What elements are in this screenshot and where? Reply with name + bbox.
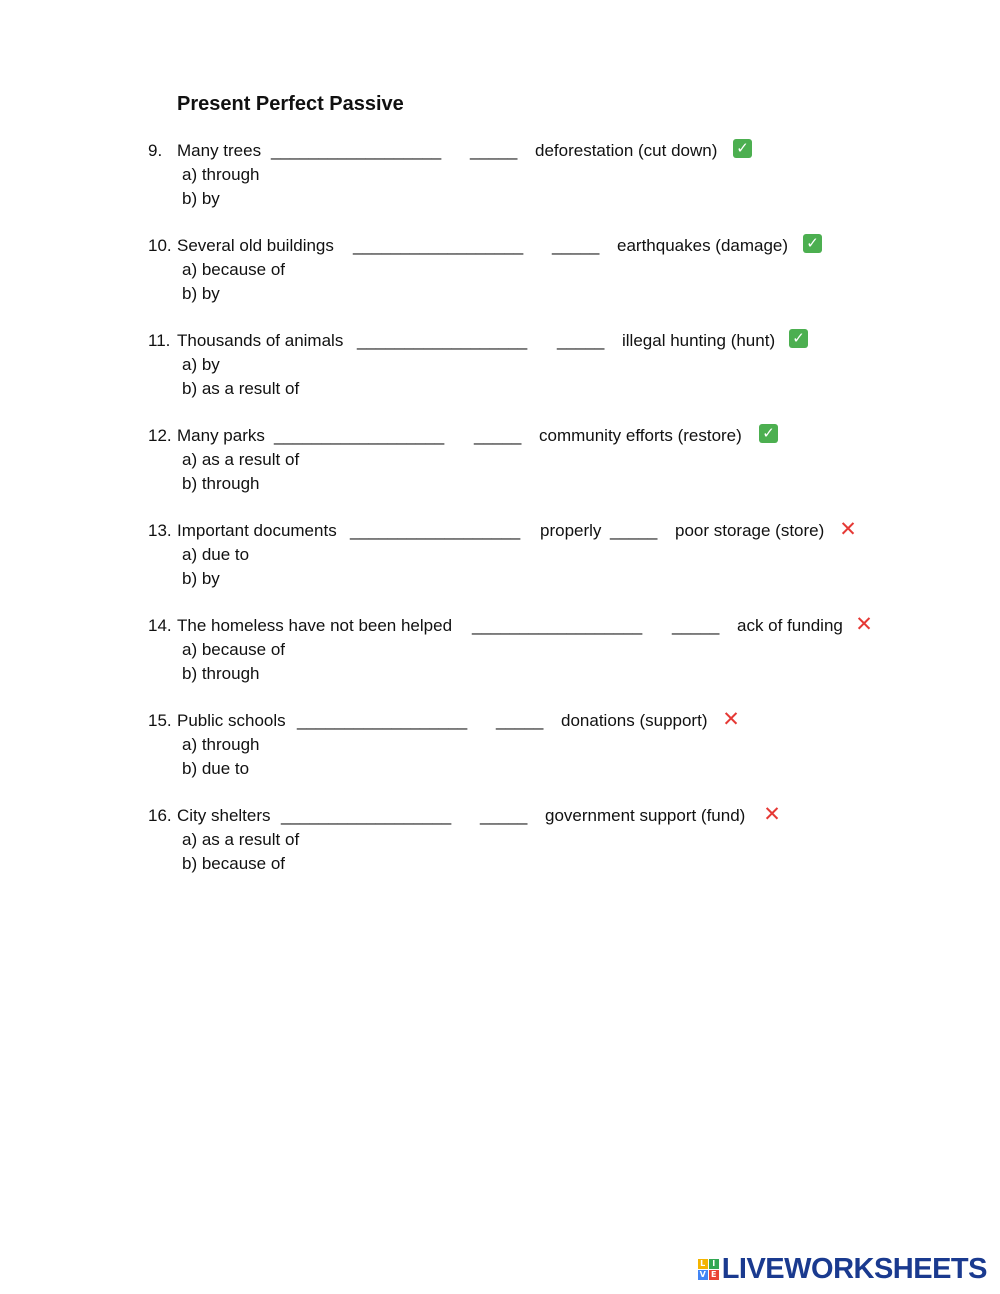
answer-blank-verb[interactable]: __________________ [297,711,468,730]
liveworksheets-logo [698,1254,987,1284]
answer-option[interactable]: b) by [182,569,220,588]
answer-option[interactable]: a) through [182,165,260,184]
question-subject: Several old buildings [177,236,334,255]
question-item [148,234,819,306]
logo-tile: V [699,1269,706,1279]
question-cause: community efforts (restore) [539,426,742,445]
question-subject: Important documents [177,521,337,540]
answer-option[interactable]: a) by [182,355,220,374]
answer-blank-connector[interactable]: _____ [496,711,544,730]
question-subject: Public schools [177,711,286,730]
answer-option[interactable]: b) due to [182,759,250,778]
question-subject: The homeless have not been helped [177,616,453,635]
cross-mark-icon: ✕ [722,707,740,731]
answer-option[interactable]: a) because of [182,640,286,659]
question-number: 9. [148,141,163,160]
question-cause: donations (support) [561,711,708,730]
question-cause: illegal hunting (hunt) [622,331,776,350]
question-adverb: properly [540,521,602,540]
answer-blank-verb[interactable]: __________________ [281,806,452,825]
question-item [148,139,749,211]
question-subject: City shelters [177,806,271,825]
question-line [148,424,775,448]
check-mark-icon: ✓ [789,329,808,348]
question-subject: Thousands of animals [177,331,344,350]
question-cause: deforestation (cut down) [535,141,718,160]
question-item [148,612,873,686]
answer-option[interactable]: a) as a result of [182,830,300,849]
question-line [148,517,857,543]
question-number: 10. [148,236,172,255]
answer-blank-verb[interactable]: __________________ [271,141,442,160]
answer-option[interactable]: a) due to [182,545,250,564]
answer-blank-connector[interactable]: _____ [474,426,522,445]
question-number: 12. [148,426,172,445]
check-mark-icon: ✓ [733,139,752,158]
question-number: 16. [148,806,172,825]
question-subject: Many parks [177,426,265,445]
question-line [148,707,740,733]
question-line [148,802,781,828]
answer-blank-connector[interactable]: _____ [552,236,600,255]
cross-mark-icon: ✕ [763,802,781,826]
cross-mark-icon: ✕ [839,517,857,541]
answer-blank-connector[interactable]: _____ [470,141,518,160]
question-line [148,139,749,163]
question-cause: poor storage (store) [675,521,825,540]
answer-option[interactable]: a) because of [182,260,286,279]
answer-option[interactable]: b) by [182,284,220,303]
liveworksheets-icon [698,1259,719,1280]
question-item [148,424,775,496]
answer-blank-verb[interactable]: __________________ [357,331,528,350]
check-mark-icon: ✓ [803,234,822,253]
question-number: 14. [148,616,172,635]
question-number: 15. [148,711,172,730]
logo-tile: L [698,1259,708,1269]
question-cause: earthquakes (damage) [617,236,789,255]
answer-option[interactable]: a) as a result of [182,450,300,469]
brand-name: LIVEWORKSHEETS [721,1253,987,1285]
question-item [148,707,740,781]
answer-option[interactable]: b) because of [182,854,286,873]
answer-blank-verb[interactable]: __________________ [350,521,521,540]
answer-blank-connector[interactable]: _____ [610,521,658,540]
question-cause: government support (fund) [545,806,746,825]
question-line [148,234,819,258]
answer-blank-verb[interactable]: __________________ [274,426,445,445]
answer-option[interactable]: b) through [182,474,260,493]
cross-mark-icon: ✕ [855,612,873,636]
question-item [148,802,781,876]
question-item [148,329,805,401]
question-subject: Many trees [177,141,262,160]
question-cause: ack of funding [737,616,843,635]
logo-tile: E [709,1270,719,1280]
answer-blank-verb[interactable]: __________________ [472,616,643,635]
answer-blank-verb[interactable]: __________________ [353,236,524,255]
answer-option[interactable]: a) through [182,735,260,754]
question-number: 11. [148,331,171,350]
answer-option[interactable]: b) by [182,189,220,208]
answer-blank-connector[interactable]: _____ [557,331,605,350]
check-mark-icon: ✓ [759,424,778,443]
question-line [148,329,805,353]
answer-blank-connector[interactable]: _____ [480,806,528,825]
question-item [148,517,857,591]
answer-option[interactable]: b) as a result of [182,379,300,398]
page-title: Present Perfect Passive [177,93,404,115]
answer-blank-connector[interactable]: _____ [672,616,720,635]
logo-tile: I [709,1259,719,1269]
question-number: 13. [148,521,172,540]
question-line [148,612,873,638]
answer-option[interactable]: b) through [182,664,260,683]
